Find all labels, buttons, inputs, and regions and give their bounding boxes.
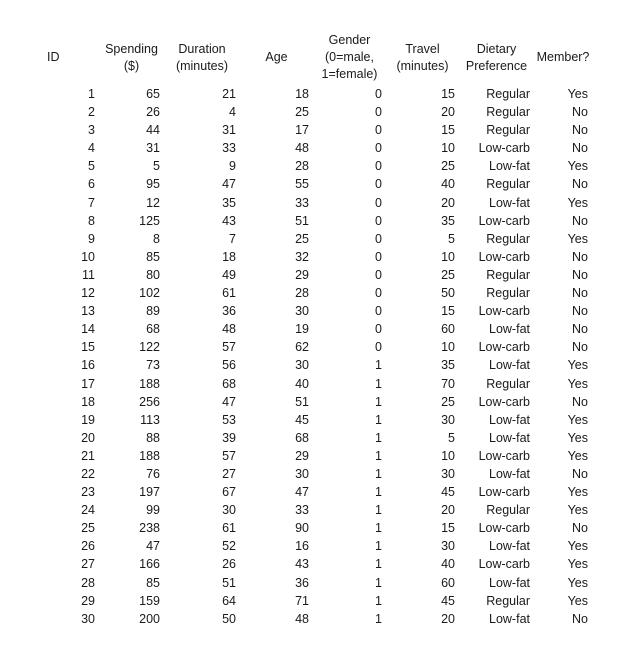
gender-cell: 1 bbox=[375, 466, 382, 481]
gender-cell: 0 bbox=[375, 249, 382, 264]
table-row bbox=[35, 212, 592, 230]
duration-cell: 7 bbox=[229, 231, 236, 246]
spending-cell: 89 bbox=[146, 304, 160, 319]
id-cell: 9 bbox=[88, 231, 95, 246]
header-duration-line1: Duration bbox=[178, 41, 226, 56]
spending-cell: 188 bbox=[139, 448, 160, 463]
gender-cell: 0 bbox=[375, 141, 382, 156]
spending-cell: 85 bbox=[146, 249, 160, 264]
header-dietary bbox=[459, 30, 534, 85]
dietary-cell: Low-carb bbox=[478, 340, 530, 355]
id-cell: 15 bbox=[81, 340, 95, 355]
duration-cell: 52 bbox=[222, 539, 236, 554]
header-gender-line2: (0=male, bbox=[325, 50, 374, 64]
header-id: ID bbox=[47, 50, 60, 64]
travel-cell: 30 bbox=[441, 539, 455, 554]
id-cell: 4 bbox=[88, 141, 95, 156]
dietary-cell: Regular bbox=[486, 123, 530, 138]
gender-cell: 1 bbox=[375, 503, 382, 518]
dietary-cell: Regular bbox=[486, 267, 530, 282]
age-cell: 25 bbox=[295, 231, 309, 246]
member-cell: No bbox=[572, 394, 588, 409]
member-cell: No bbox=[572, 304, 588, 319]
table-row bbox=[35, 194, 592, 212]
header-age: Age bbox=[265, 50, 288, 64]
travel-cell: 45 bbox=[441, 593, 455, 608]
travel-cell: 30 bbox=[441, 466, 455, 481]
spending-cell: 125 bbox=[139, 213, 160, 228]
duration-cell: 39 bbox=[222, 430, 236, 445]
age-cell: 51 bbox=[295, 213, 309, 228]
member-cell: No bbox=[572, 123, 588, 138]
table-row bbox=[35, 266, 592, 284]
id-cell: 22 bbox=[81, 466, 95, 481]
age-cell: 17 bbox=[295, 123, 309, 138]
dietary-cell: Low-carb bbox=[478, 521, 530, 536]
spending-cell: 200 bbox=[139, 611, 160, 626]
gender-cell: 0 bbox=[375, 177, 382, 192]
travel-cell: 10 bbox=[441, 249, 455, 264]
header-duration-line2: (minutes) bbox=[175, 58, 229, 73]
table-row bbox=[35, 429, 592, 447]
spending-cell: 47 bbox=[146, 539, 160, 554]
duration-cell: 64 bbox=[222, 593, 236, 608]
duration-cell: 56 bbox=[222, 358, 236, 373]
travel-cell: 20 bbox=[441, 611, 455, 626]
header-dietary-line1: Dietary bbox=[476, 41, 517, 56]
spending-cell: 5 bbox=[153, 159, 160, 174]
age-cell: 29 bbox=[295, 448, 309, 463]
spending-cell: 95 bbox=[146, 177, 160, 192]
table-row bbox=[35, 447, 592, 465]
duration-cell: 31 bbox=[222, 123, 236, 138]
table-row bbox=[35, 411, 592, 429]
member-cell: No bbox=[572, 466, 588, 481]
id-cell: 1 bbox=[88, 87, 95, 101]
spending-cell: 80 bbox=[146, 267, 160, 282]
table-row bbox=[35, 519, 592, 537]
duration-cell: 57 bbox=[222, 340, 236, 355]
table-row bbox=[35, 483, 592, 501]
travel-cell: 10 bbox=[441, 448, 455, 463]
id-cell: 27 bbox=[81, 557, 95, 572]
member-cell: Yes bbox=[567, 575, 588, 590]
dietary-cell: Low-fat bbox=[489, 430, 530, 445]
travel-cell: 35 bbox=[441, 213, 455, 228]
gender-cell: 0 bbox=[375, 322, 382, 337]
age-cell: 62 bbox=[295, 340, 309, 355]
age-cell: 71 bbox=[295, 593, 309, 608]
age-cell: 33 bbox=[295, 503, 309, 518]
duration-cell: 27 bbox=[222, 466, 236, 481]
age-cell: 45 bbox=[295, 412, 309, 427]
age-cell: 25 bbox=[295, 105, 309, 120]
spending-cell: 26 bbox=[146, 105, 160, 120]
gender-cell: 0 bbox=[375, 267, 382, 282]
gender-cell: 0 bbox=[375, 304, 382, 319]
duration-cell: 47 bbox=[222, 177, 236, 192]
header-spending-line2: ($) bbox=[123, 58, 140, 73]
header-spending-line1: Spending bbox=[105, 41, 158, 56]
spending-cell: 99 bbox=[146, 503, 160, 518]
travel-cell: 35 bbox=[441, 358, 455, 373]
gender-cell: 1 bbox=[375, 611, 382, 626]
id-cell: 18 bbox=[81, 394, 95, 409]
age-cell: 68 bbox=[295, 430, 309, 445]
id-cell: 29 bbox=[81, 593, 95, 608]
gender-cell: 1 bbox=[375, 575, 382, 590]
travel-cell: 5 bbox=[448, 430, 455, 445]
header-duration bbox=[164, 30, 240, 85]
spending-cell: 85 bbox=[146, 575, 160, 590]
duration-cell: 21 bbox=[222, 87, 236, 101]
travel-cell: 15 bbox=[441, 87, 455, 101]
table-row bbox=[35, 139, 592, 157]
id-cell: 5 bbox=[88, 159, 95, 174]
id-cell: 26 bbox=[81, 539, 95, 554]
age-cell: 36 bbox=[295, 575, 309, 590]
member-cell: No bbox=[572, 521, 588, 536]
header-gender-line3: 1=female) bbox=[321, 67, 378, 81]
travel-cell: 10 bbox=[441, 340, 455, 355]
dietary-cell: Low-fat bbox=[489, 412, 530, 427]
travel-cell: 15 bbox=[441, 521, 455, 536]
travel-cell: 50 bbox=[441, 286, 455, 301]
id-cell: 30 bbox=[81, 611, 95, 626]
gender-cell: 1 bbox=[375, 593, 382, 608]
travel-cell: 30 bbox=[441, 412, 455, 427]
dietary-cell: Regular bbox=[486, 376, 530, 391]
dietary-cell: Regular bbox=[486, 593, 530, 608]
id-cell: 13 bbox=[81, 304, 95, 319]
member-cell: No bbox=[572, 322, 588, 337]
table-row bbox=[35, 555, 592, 573]
dietary-cell: Low-fat bbox=[489, 575, 530, 590]
member-cell: No bbox=[572, 340, 588, 355]
header-travel-line2: (minutes) bbox=[396, 58, 449, 73]
id-cell: 2 bbox=[88, 105, 95, 120]
dietary-cell: Low-fat bbox=[489, 611, 530, 626]
id-cell: 19 bbox=[81, 412, 95, 427]
age-cell: 51 bbox=[295, 394, 309, 409]
travel-cell: 10 bbox=[441, 141, 455, 156]
gender-cell: 0 bbox=[375, 340, 382, 355]
age-cell: 16 bbox=[295, 539, 309, 554]
duration-cell: 49 bbox=[222, 267, 236, 282]
travel-cell: 25 bbox=[441, 394, 455, 409]
age-cell: 29 bbox=[295, 267, 309, 282]
gender-cell: 1 bbox=[375, 412, 382, 427]
dietary-cell: Low-carb bbox=[478, 485, 530, 500]
member-cell: No bbox=[572, 213, 588, 228]
travel-cell: 15 bbox=[441, 123, 455, 138]
data-table bbox=[35, 30, 592, 628]
gender-cell: 1 bbox=[375, 376, 382, 391]
duration-cell: 51 bbox=[222, 575, 236, 590]
dietary-cell: Low-fat bbox=[489, 195, 530, 210]
dietary-cell: Low-fat bbox=[489, 322, 530, 337]
member-cell: No bbox=[572, 286, 588, 301]
dietary-cell: Low-carb bbox=[478, 304, 530, 319]
gender-cell: 0 bbox=[375, 105, 382, 120]
dietary-cell: Low-fat bbox=[489, 358, 530, 373]
duration-cell: 9 bbox=[229, 159, 236, 174]
table-row bbox=[35, 121, 592, 139]
dietary-cell: Low-carb bbox=[478, 249, 530, 264]
travel-cell: 45 bbox=[441, 485, 455, 500]
id-cell: 21 bbox=[81, 448, 95, 463]
age-cell: 48 bbox=[295, 611, 309, 626]
duration-cell: 53 bbox=[222, 412, 236, 427]
id-cell: 11 bbox=[82, 267, 95, 282]
dietary-cell: Low-carb bbox=[478, 394, 530, 409]
age-cell: 28 bbox=[295, 286, 309, 301]
gender-cell: 0 bbox=[375, 123, 382, 138]
duration-cell: 4 bbox=[229, 105, 236, 120]
spending-cell: 256 bbox=[139, 394, 160, 409]
dietary-cell: Regular bbox=[486, 286, 530, 301]
spending-cell: 113 bbox=[140, 412, 160, 427]
id-cell: 7 bbox=[88, 195, 95, 210]
table-row bbox=[35, 302, 592, 320]
table-row bbox=[35, 248, 592, 266]
member-cell: Yes bbox=[567, 593, 588, 608]
id-cell: 17 bbox=[81, 376, 95, 391]
travel-cell: 20 bbox=[441, 105, 455, 120]
duration-cell: 33 bbox=[222, 141, 236, 156]
gender-cell: 1 bbox=[375, 430, 382, 445]
travel-cell: 70 bbox=[441, 376, 455, 391]
table-row bbox=[35, 393, 592, 411]
dietary-cell: Regular bbox=[486, 231, 530, 246]
id-cell: 3 bbox=[88, 123, 95, 138]
dietary-cell: Regular bbox=[486, 105, 530, 120]
member-cell: Yes bbox=[567, 503, 588, 518]
duration-cell: 48 bbox=[222, 322, 236, 337]
header-travel-line1: Travel bbox=[405, 41, 440, 56]
gender-cell: 1 bbox=[375, 557, 382, 572]
header-member: Member? bbox=[536, 50, 590, 64]
duration-cell: 43 bbox=[222, 213, 236, 228]
spending-cell: 12 bbox=[146, 195, 160, 210]
gender-cell: 1 bbox=[375, 448, 382, 463]
duration-cell: 36 bbox=[222, 304, 236, 319]
duration-cell: 18 bbox=[222, 249, 236, 264]
member-cell: Yes bbox=[567, 358, 588, 373]
table-body bbox=[35, 85, 592, 628]
id-cell: 28 bbox=[81, 575, 95, 590]
member-cell: Yes bbox=[567, 485, 588, 500]
dietary-cell: Low-fat bbox=[489, 159, 530, 174]
travel-cell: 15 bbox=[441, 304, 455, 319]
spending-cell: 102 bbox=[139, 286, 160, 301]
table-row bbox=[35, 103, 592, 121]
age-cell: 43 bbox=[295, 557, 309, 572]
member-cell: Yes bbox=[567, 412, 588, 427]
duration-cell: 61 bbox=[222, 286, 236, 301]
member-cell: Yes bbox=[567, 195, 588, 210]
travel-cell: 60 bbox=[441, 322, 455, 337]
spending-cell: 31 bbox=[146, 141, 160, 156]
gender-cell: 0 bbox=[375, 213, 382, 228]
age-cell: 30 bbox=[295, 466, 309, 481]
table-row bbox=[35, 284, 592, 302]
gender-cell: 1 bbox=[375, 485, 382, 500]
member-cell: No bbox=[572, 611, 588, 626]
spending-cell: 65 bbox=[146, 87, 160, 101]
duration-cell: 50 bbox=[222, 611, 236, 626]
age-cell: 30 bbox=[295, 304, 309, 319]
table-row bbox=[35, 338, 592, 356]
gender-cell: 0 bbox=[375, 87, 382, 101]
travel-cell: 25 bbox=[441, 159, 455, 174]
table-row bbox=[35, 592, 592, 610]
id-cell: 10 bbox=[81, 249, 95, 264]
age-cell: 48 bbox=[295, 141, 309, 156]
member-cell: Yes bbox=[567, 376, 588, 391]
dietary-cell: Regular bbox=[486, 87, 530, 101]
table-row bbox=[35, 85, 592, 103]
spending-cell: 188 bbox=[139, 376, 160, 391]
table-row bbox=[35, 320, 592, 338]
gender-cell: 0 bbox=[375, 195, 382, 210]
travel-cell: 60 bbox=[441, 575, 455, 590]
id-cell: 14 bbox=[81, 322, 95, 337]
member-cell: No bbox=[572, 249, 588, 264]
spending-cell: 122 bbox=[139, 340, 160, 355]
member-cell: Yes bbox=[567, 430, 588, 445]
member-cell: Yes bbox=[567, 159, 588, 174]
table-row bbox=[35, 537, 592, 555]
table-row bbox=[35, 230, 592, 248]
table-row bbox=[35, 157, 592, 175]
member-cell: Yes bbox=[567, 539, 588, 554]
table-row bbox=[35, 501, 592, 519]
id-cell: 16 bbox=[81, 358, 95, 373]
id-cell: 20 bbox=[81, 430, 95, 445]
duration-cell: 68 bbox=[222, 376, 236, 391]
id-cell: 24 bbox=[81, 503, 95, 518]
dietary-cell: Low-carb bbox=[478, 141, 530, 156]
table-row bbox=[35, 610, 592, 628]
travel-cell: 20 bbox=[441, 195, 455, 210]
spending-cell: 8 bbox=[153, 231, 160, 246]
member-cell: No bbox=[572, 141, 588, 156]
gender-cell: 0 bbox=[375, 231, 382, 246]
member-cell: No bbox=[572, 177, 588, 192]
member-cell: No bbox=[572, 105, 588, 120]
spending-cell: 166 bbox=[139, 557, 160, 572]
header-travel bbox=[386, 30, 459, 85]
spending-cell: 238 bbox=[139, 521, 160, 536]
table-row bbox=[35, 356, 592, 374]
id-cell: 6 bbox=[88, 177, 95, 192]
header-dietary-line2: Preference bbox=[465, 58, 528, 73]
spending-cell: 44 bbox=[146, 123, 160, 138]
gender-cell: 1 bbox=[375, 521, 382, 536]
age-cell: 40 bbox=[295, 376, 309, 391]
travel-cell: 40 bbox=[441, 177, 455, 192]
gender-cell: 1 bbox=[375, 358, 382, 373]
duration-cell: 61 bbox=[222, 521, 236, 536]
age-cell: 18 bbox=[295, 87, 309, 101]
dietary-cell: Regular bbox=[486, 177, 530, 192]
age-cell: 55 bbox=[295, 177, 309, 192]
member-cell: Yes bbox=[567, 87, 588, 101]
header-row bbox=[35, 30, 592, 85]
dietary-cell: Low-fat bbox=[489, 466, 530, 481]
dietary-cell: Low-fat bbox=[489, 539, 530, 554]
travel-cell: 5 bbox=[448, 231, 455, 246]
age-cell: 33 bbox=[295, 195, 309, 210]
id-cell: 8 bbox=[88, 213, 95, 228]
spending-cell: 76 bbox=[146, 466, 160, 481]
age-cell: 47 bbox=[295, 485, 309, 500]
gender-cell: 1 bbox=[375, 539, 382, 554]
dietary-cell: Low-carb bbox=[478, 213, 530, 228]
age-cell: 32 bbox=[295, 249, 309, 264]
spending-cell: 68 bbox=[146, 322, 160, 337]
spending-cell: 159 bbox=[139, 593, 160, 608]
travel-cell: 25 bbox=[441, 267, 455, 282]
id-cell: 12 bbox=[81, 286, 95, 301]
duration-cell: 47 bbox=[222, 394, 236, 409]
table-row bbox=[35, 574, 592, 592]
duration-cell: 57 bbox=[222, 448, 236, 463]
header-gender-line1: Gender bbox=[328, 33, 371, 47]
gender-cell: 1 bbox=[375, 394, 382, 409]
gender-cell: 0 bbox=[375, 159, 382, 174]
duration-cell: 30 bbox=[222, 503, 236, 518]
member-cell: No bbox=[572, 267, 588, 282]
dietary-cell: Low-carb bbox=[478, 557, 530, 572]
dietary-cell: Low-carb bbox=[478, 448, 530, 463]
table-row bbox=[35, 175, 592, 193]
age-cell: 28 bbox=[295, 159, 309, 174]
header-gender bbox=[313, 30, 386, 85]
duration-cell: 26 bbox=[222, 557, 236, 572]
duration-cell: 67 bbox=[222, 485, 236, 500]
travel-cell: 20 bbox=[441, 503, 455, 518]
gender-cell: 0 bbox=[375, 286, 382, 301]
id-cell: 23 bbox=[81, 485, 95, 500]
table-row bbox=[35, 375, 592, 393]
member-cell: Yes bbox=[567, 557, 588, 572]
header-spending bbox=[99, 30, 164, 85]
member-cell: Yes bbox=[567, 448, 588, 463]
dietary-cell: Regular bbox=[486, 503, 530, 518]
age-cell: 90 bbox=[295, 521, 309, 536]
age-cell: 30 bbox=[295, 358, 309, 373]
duration-cell: 35 bbox=[222, 195, 236, 210]
spending-cell: 197 bbox=[139, 485, 160, 500]
age-cell: 19 bbox=[295, 322, 309, 337]
id-cell: 25 bbox=[81, 521, 95, 536]
table-row bbox=[35, 465, 592, 483]
spending-cell: 88 bbox=[146, 430, 160, 445]
spending-cell: 73 bbox=[146, 358, 160, 373]
member-cell: Yes bbox=[567, 231, 588, 246]
travel-cell: 40 bbox=[441, 557, 455, 572]
